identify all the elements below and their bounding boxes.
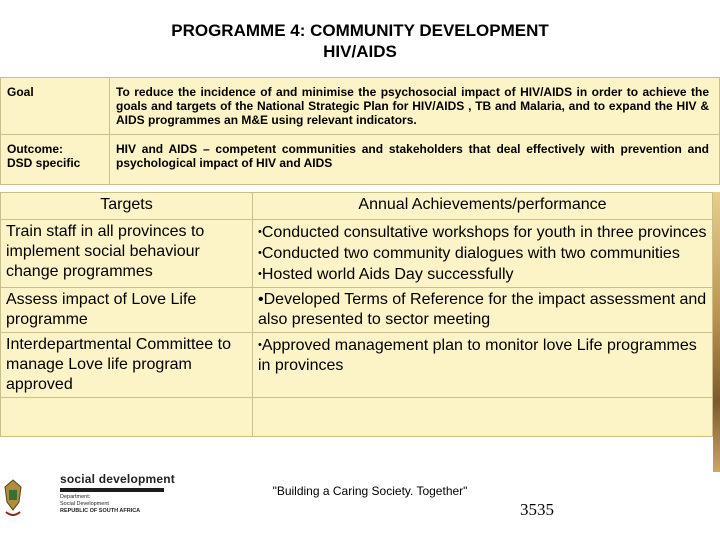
bullet-icon: •	[258, 339, 262, 351]
achievement-text: Conducted consultative workshops for youth in three provinces	[261, 224, 707, 241]
spacer-cell	[1, 398, 253, 437]
achievements-cell	[253, 333, 713, 398]
table-row	[1, 288, 713, 333]
table-header-row	[1, 193, 713, 220]
achievement-text: Approved management plan to monitor love Life programmes in provinces	[258, 337, 697, 374]
achievement-item	[258, 290, 707, 330]
outcome-label	[1, 135, 110, 185]
page-number: 3535	[520, 500, 554, 519]
achievement-text: Hosted world Aids Day successfully	[261, 266, 514, 283]
achievement-text: Conducted two community dialogues with two communities	[261, 245, 680, 262]
goal-label: Goal	[1, 78, 110, 135]
bullet-icon: •	[258, 226, 262, 238]
page-title-line-2: HIV/AIDS	[323, 42, 397, 61]
achievement-item	[258, 243, 707, 264]
table-row	[1, 333, 713, 398]
target-cell: Train staff in all provinces to implement social behaviour change programmes	[1, 220, 253, 288]
spacer-cell	[253, 398, 713, 437]
target-cell: Interdepartmental Committee to manage Love life program approved	[1, 333, 253, 398]
goal-row	[1, 78, 720, 135]
outcome-label-line-2: DSD specific	[7, 156, 81, 170]
bullet-icon: •	[258, 291, 264, 308]
achievements-cell	[253, 288, 713, 333]
goal-text: To reduce the incidence of and minimise the psychosocial impact of HIV/AIDS in order to achieve the goals and targets of the National Strategic Plan for HIV/AIDS , TB and Malaria, and to expand the HIV & AIDS programmes an M&E using relevant indicators.	[110, 78, 720, 135]
table-row	[1, 220, 713, 288]
achievements-cell	[253, 220, 713, 288]
targets-achievements-table	[0, 192, 713, 437]
bullet-icon: •	[258, 268, 262, 280]
achievement-item	[258, 264, 707, 285]
department-line-1: Department:	[60, 494, 91, 500]
outcome-text: HIV and AIDS – competent communities and stakeholders that deal effectively with prevention and psychological impact of HIV and AIDS	[110, 135, 720, 185]
achievement-item	[258, 335, 707, 376]
department-line-3: REPUBLIC OF SOUTH AFRICA	[60, 508, 141, 514]
achievement-text: Developed Terms of Reference for the impact assessment and also presented to sector meeting	[258, 291, 707, 328]
page-title	[0, 20, 720, 62]
decorative-strip	[713, 192, 720, 472]
target-cell: Assess impact of Love Life programme	[1, 288, 253, 333]
achievements-header: Annual Achievements/performance	[253, 193, 713, 220]
department-line-2: Social Development	[60, 501, 109, 507]
page-title-line-1: PROGRAMME 4: COMMUNITY DEVELOPMENT	[171, 21, 549, 40]
outcome-label-line-1: Outcome:	[7, 142, 64, 156]
slogan: "Building a Caring Society. Together"	[272, 484, 468, 498]
bullet-icon: •	[258, 247, 262, 259]
outcome-row	[1, 135, 720, 185]
table-spacer-row	[1, 398, 713, 437]
targets-header: Targets	[1, 193, 253, 220]
goal-outcome-table	[0, 77, 720, 185]
achievement-item	[258, 222, 707, 243]
department-name: social development	[60, 472, 175, 486]
